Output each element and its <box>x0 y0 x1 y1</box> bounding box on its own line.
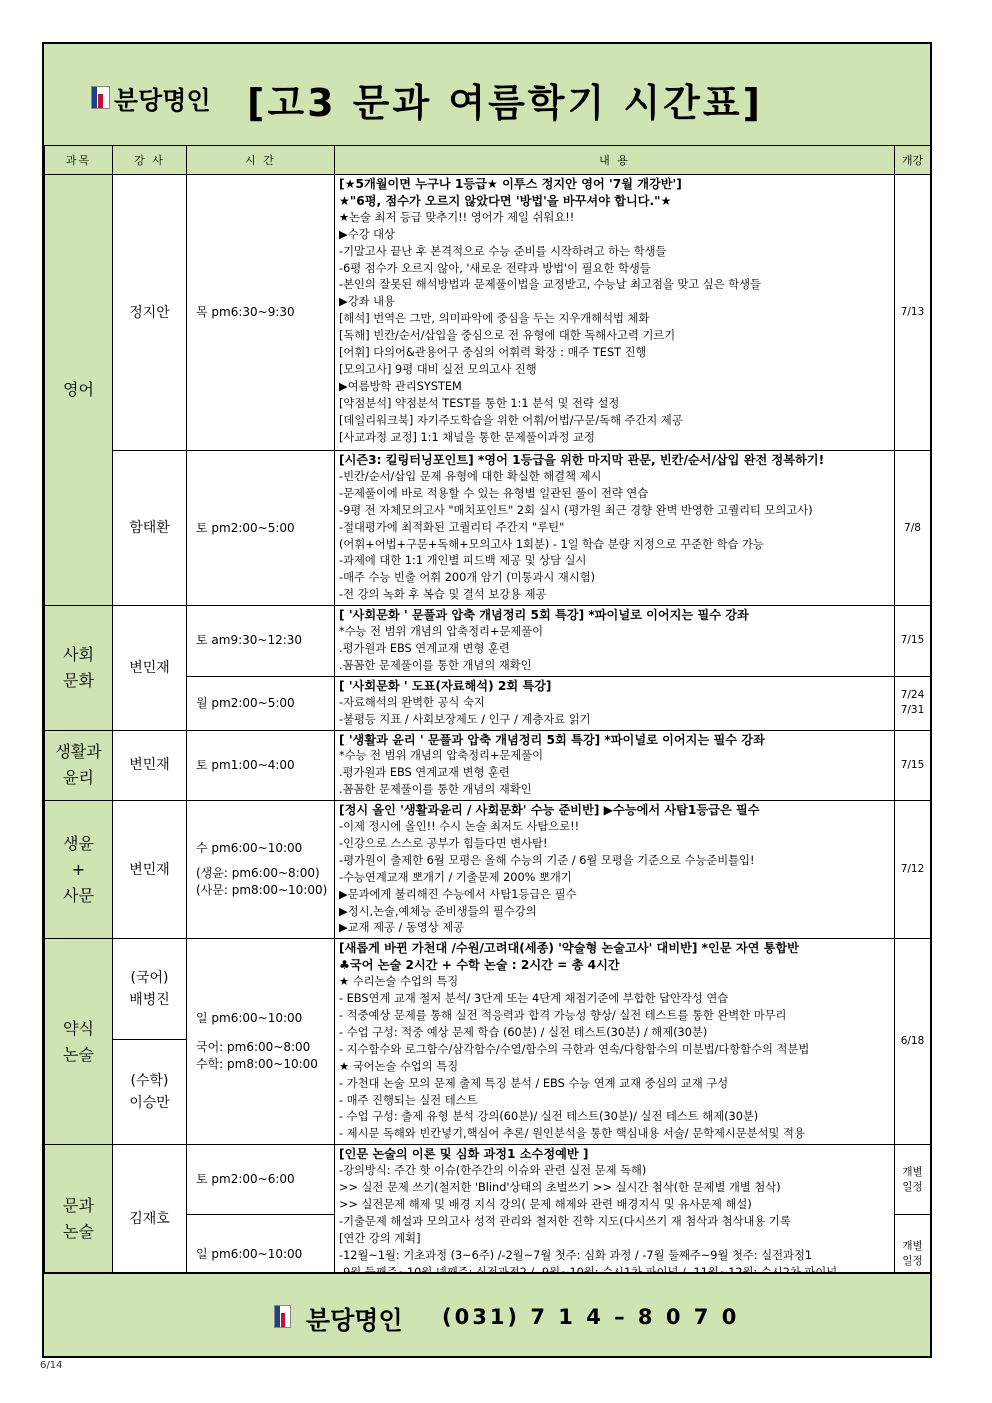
page-header <box>44 44 930 147</box>
brand-logo-icon <box>91 86 110 109</box>
teacher-cell: (수학) 이승만 <box>113 1039 187 1145</box>
table-row <box>45 1145 931 1215</box>
open-date: 6/18 <box>895 939 931 1145</box>
table-row <box>45 939 931 1039</box>
teacher-cell: 변민재 <box>113 730 187 801</box>
table-row <box>45 730 931 801</box>
open-date: 7/12 <box>895 801 931 939</box>
time-cell: 토 pm1:00~4:00 <box>187 730 335 801</box>
table-header-row <box>45 146 931 175</box>
subject-pharm: 약식 논술 <box>45 939 113 1145</box>
time-cell: 수 pm6:00~10:00 (생윤: pm6:00~8:00) (사문: pm8:00~10:00) <box>187 801 335 939</box>
content-cell: [ '사회문화 ' 도표(자료해석) 2회 특강] -자료해석의 완벽한 공식 숙지 -불평등 지표 / 사회보장제도 / 인구 / 계층자료 읽기 <box>335 676 895 730</box>
content-cell: [정시 올인 '생활과윤리 / 사회문화' 수능 준비반] ▶수능에서 사탐1등급은 필수 -이제 정시에 올인!! 수시 논술 최저도 사탐으로!! -인강으로 스스로 공부가 힘들다면 변사탐! -평가원이 출제한 6월 모평은 올해 수능의 기준 / 6월 모평을 기준으로 수능준비틀입! -수능연계교재 뽀개기 / 기출문제 200% 뽀개기 ▶문과에게 불리해진 수능에서 사탐1등급은 필수 ▶정시,논술,예체능 준비생들의 필수강의 ▶교재 제공 / 동영상 제공 <box>335 801 895 939</box>
col-subject: 과목 <box>45 146 113 175</box>
time-cell: 토 pm2:00~6:00 <box>187 1145 335 1215</box>
teacher-cell: 변민재 <box>113 801 187 939</box>
table-row <box>45 606 931 677</box>
content-cell: [★5개월이면 누구나 1등급★ 이투스 정지안 영어 '7월 개강반'] ★"6평, 점수가 오르지 않았다면 '방법'을 바꾸셔야 합니다."★ ★논술 최저 등급 맞추기!! 영어가 제일 쉬워요!! ▶수강 대상 -기말고사 끝난 후 본격적으로 수능 준비를 시작하려고 하는 학생들 -6평 점수가 오르지 않아, '새로운 전략과 방법'이 필요한 학생들 -본인의 잘못된 해석방법과 문제풀이법을 교정받고, 수능날 최고점을 맞고 싶은 학생들 ▶강좌 내용 [해석] 번역은 그만, 의미파악에 중심을 두는 지우개해석법 체화 [독해] 빈칸/순서/삽입을 중심으로 전 유형에 대한 독해사고력 기르기 [어휘] 다의어&관용어구 중심의 어휘력 확장 : 매주 TEST 진행 [모의고사] 9평 대비 실전 모의고사 진행 ▶여름방학 관리SYSTEM [약점분석] 약점분석 TEST를 통한 1:1 분석 및 전략 설정 [데일리워크북] 자기주도학습을 위한 어휘/어법/구문/독해 주간지 제공 [사교과정 교정] 1:1 채널을 통한 문제풀이과정 교정 <box>335 175 895 451</box>
open-date: 개별 일정 <box>895 1215 931 1294</box>
time-cell: 일 pm6:00~10:00 <box>187 1215 335 1294</box>
timetable <box>44 145 931 1294</box>
col-content: 내 용 <box>335 146 895 175</box>
subject-ethics: 생활과 윤리 <box>45 730 113 801</box>
content-cell: [새롭게 바뀐 가천대 /수원/고려대(세종) '약술형 논술고사' 대비반] *인문 자연 통합반 ♣국어 논술 2시간 + 수학 논술 : 2시간 = 총 4시간 ★ 수리논술 수업의 특징 - EBS연계 교재 철저 분석/ 3단계 또는 4단계 채점기준에 부합한 답안작성 연습 - 적중예상 문제를 통해 실전 적응력과 합격 가능성 향상/ 실전 테스트를 통한 완벽한 마무리 - 수업 구성: 적중 예상 문제 학습 (60분) / 실전 테스트(30분) / 해제(30분) - 지수함수와 로그함수/삼각함수/수열/함수의 극한과 연속/다항함수의 미분법/다항함수의 적분법 ★ 국어논술 수업의 특징 - 가천대 논술 모의 문제 출제 특징 분석 / EBS 수능 연계 교재 중심의 교재 구성 - 매주 진행되는 실전 테스트 - 수업 구성: 출제 유형 분석 강의(60분)/ 실전 테스트(30분)/ 실전 테스트 해제(30분) - 제시문 독해와 빈칸넣기,핵심어 추론/ 원인분석을 통한 핵심내용 서술/ 문학제시문분석및 적용 <box>335 939 895 1145</box>
open-date: 7/8 <box>895 451 931 606</box>
time-cell: 일 pm6:00~10:00 국어: pm6:00~8:00 수학: pm8:00~10:00 <box>187 939 335 1145</box>
page-number: 6/14 <box>40 1360 63 1371</box>
col-teacher: 강 사 <box>113 146 187 175</box>
footer-phone: (031) 7 1 4 – 8 0 7 0 <box>442 1305 740 1329</box>
table-row <box>45 801 931 939</box>
col-time: 시 간 <box>187 146 335 175</box>
subject-social: 사회 문화 <box>45 606 113 730</box>
teacher-cell: 김재호 <box>113 1145 187 1294</box>
table-row <box>45 451 931 606</box>
time-cell: 토 am9:30~12:30 <box>187 606 335 677</box>
open-date: 7/24 7/31 <box>895 676 931 730</box>
time-cell: 월 pm2:00~5:00 <box>187 676 335 730</box>
open-date: 7/13 <box>895 175 931 451</box>
content-cell: [ '사회문화 ' 문풀과 압축 개념정리 5회 특강] *파이널로 이어지는 필수 강좌 *수능 전 범위 개념의 압축정리+문제풀이 .평가원과 EBS 연계교재 변형 훈련 .꼼꼼한 문제풀이를 통한 개념의 재확인 <box>335 606 895 677</box>
open-date: 7/15 <box>895 606 931 677</box>
time-cell: 토 pm2:00~5:00 <box>187 451 335 606</box>
table-row <box>45 175 931 451</box>
teacher-cell: 변민재 <box>113 606 187 730</box>
content-cell: [시즌3: 킬링터닝포인트] *영어 1등급을 위한 마지막 관문, 빈칸/순서/삽입 완전 정복하기! -빈칸/순서/삽입 문제 유형에 대한 확실한 해결책 제시 -문제풀이에 바로 적용할 수 있는 유형별 일관된 풀이 전략 연습 -9평 전 자체모의고사 "매치포인트" 2회 실시 (평가원 최근 경향 완벽 반영한 고퀄리티 모의고사) -절대평가에 최적화된 고퀄리티 주간지 "루틴" (어휘+어법+구문+독해+모의고사 1회분) - 1일 학습 분량 지정으로 꾸준한 학습 가능 -과제에 대한 1:1 개인별 피드백 제공 및 상담 실시 -매주 수능 빈출 어휘 200개 암기 (미통과시 재시험) -전 강의 녹화 후 복습 및 결석 보강용 제공 <box>335 451 895 606</box>
open-date: 7/15 <box>895 730 931 801</box>
teacher-cell: (국어) 배병진 <box>113 939 187 1039</box>
teacher-cell: 함태환 <box>113 451 187 606</box>
content-cell: [인문 논술의 이론 및 심화 과정1 소수정예반 ] -강의방식: 주간 핫 이슈(한주간의 이슈와 관련 실전 문제 독해) >> 실전 문제 쓰기(철저한 'Blind'상태의 초벌쓰기 >> 실시간 첨삭(한 문제별 개별 첨삭) >> 실전문제 해제 및 배경 지식 강의( 문제 해제와 관련 배경지식 및 유사문제 해설) -기출문제 해설과 모의고사 성적 관리와 철저한 진학 지도(다시쓰기 재 첨삭과 첨삭내용 기록 [연간 강의 계획] -12월~1월: 기초과정 (3~6주) /-2월~7월 첫주: 심화 과정 / -7월 둘째주~9월 첫주: 실전과정1 <box>335 1145 895 1294</box>
header-brand: 분당명인 <box>114 86 211 115</box>
subject-english: 영어 <box>45 175 113 606</box>
time-cell: 목 pm6:30~9:30 <box>187 175 335 451</box>
page-title: [고3 문과 여름학기 시간표] <box>247 81 763 125</box>
subject-liberal: 문과 논술 <box>45 1145 113 1294</box>
brand-logo-icon <box>274 1305 291 1328</box>
timetable-frame <box>42 42 932 1358</box>
footer-brand: 분당명인 <box>306 1306 403 1335</box>
content-cell: [ '생활과 윤리 ' 문풀과 압축 개념정리 5회 특강] *파이널로 이어지는 필수 강좌 *수능 전 범위 개념의 압축정리+문제풀이 .평가원과 EBS 연계교재 변형 훈련 .꼼꼼한 문제풀이를 통한 개념의 재확인 <box>335 730 895 801</box>
teacher-cell: 정지안 <box>113 175 187 451</box>
open-date: 개별 일정 <box>895 1145 931 1215</box>
subject-combo: 생윤 + 사문 <box>45 801 113 939</box>
page-footer <box>44 1272 930 1356</box>
col-open: 개강 <box>895 146 931 175</box>
